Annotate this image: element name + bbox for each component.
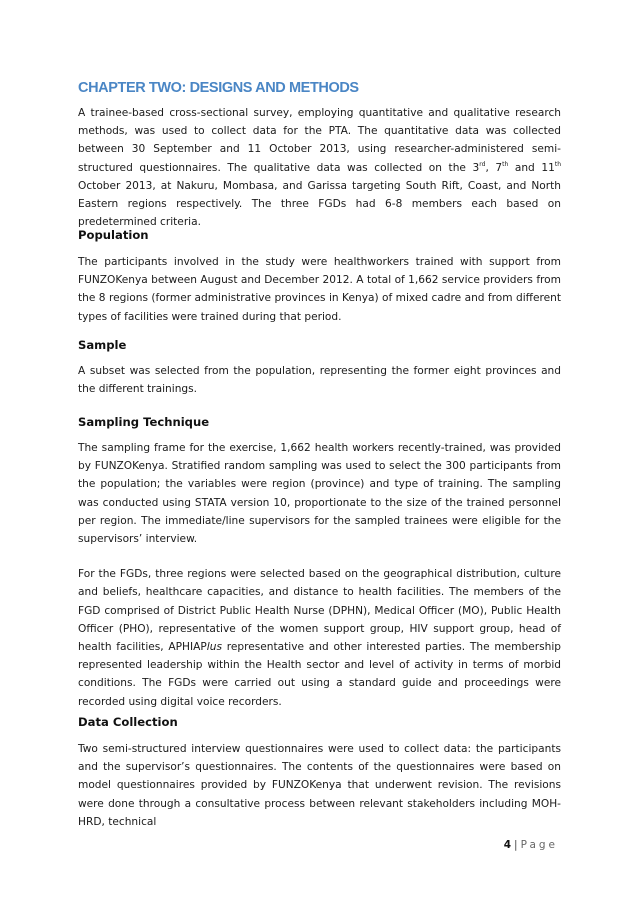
sampling-text-a: For the FGDs, three regions were selected based on the geographical distribution, culture and beliefs, healthcare capacities, and distance to health facilities. The members of the FGD comprised of District Public Health Nurse (DPHN), Medical Officer (MO), Public Health Officer (PHO), representative of the women support group, HIV support group, head of health facilities, APHIAP — [78, 568, 561, 654]
intro-text-2: , 7 — [485, 161, 503, 174]
page-number: 4 — [503, 839, 512, 851]
sampling-paragraph-1: The sampling frame for the exercise, 1,662 health workers recently-trained, was provided by FUNZOKenya. Stratified random sampling was used to select the 300 participants from the population; the variables were region (province) and type of training. The sampling was conducted using STATA version 10, proportionate to the size of the trained personnel per region. The immediate/line supervisors for the sampled trainees were eligible for the supervisors’ interview. — [78, 442, 561, 546]
sample-heading: Sample — [78, 338, 127, 352]
chapter-title: CHAPTER TWO: DESIGNS AND METHODS — [78, 80, 359, 96]
population-section — [78, 253, 561, 326]
data-collection-section — [78, 740, 561, 831]
intro-text-3: and 11 — [508, 161, 555, 174]
italic-text: lus — [206, 641, 222, 654]
intro-text-4: October 2013, at Nakuru, Mombasa, and Garissa targeting South Rift, Coast, and North Eastern regions respectively. The three FGDs had 6-8 members each based on predetermined criteria. — [78, 179, 561, 229]
data-collection-paragraph: Two semi-structured interview questionnaires were used to collect data: the participants and the supervisor’s questionnaires. The contents of the questionnaires were based on model questionnaires provided by FUNZOKenya that underwent revision. The revisions were done through a consultative process between relevant stakeholders including MOH-HRD, technical — [78, 743, 561, 828]
sampling-text-b: representative and other interested parties. The membership represented leadership within the Health sector and level of activity in terms of morbid conditions. The FGDs were carried out using a standard guide and proceedings were recorded using digital voice recorders. — [78, 641, 561, 708]
intro-text-1: A trainee-based cross-sectional survey, employing quantitative and qualitative research methods, was used to collect data for the PTA. The quantitative data was collected between 30 September and 11 October 2013, using researcher-administered semi-structured questionnaires. The qualitative data was collected on the 3 — [78, 107, 561, 174]
footer-separator: | — [514, 839, 518, 851]
population-heading: Population — [78, 228, 149, 242]
intro-paragraph — [78, 104, 561, 231]
sampling-paragraph-2 — [78, 565, 561, 711]
data-collection-heading: Data Collection — [78, 715, 178, 729]
ordinal-suffix: rd — [479, 160, 486, 168]
sample-section — [78, 362, 561, 398]
sampling-technique-heading: Sampling Technique — [78, 415, 210, 429]
ordinal-suffix: th — [554, 160, 561, 168]
sample-paragraph: A subset was selected from the population, representing the former eight provinces and the different trainings. — [78, 365, 561, 396]
population-paragraph: The participants involved in the study were healthworkers trained with support from FUNZOKenya between August and December 2012. A total of 1,662 service providers from the 8 regions (former administrative provinces in Kenya) of mixed cadre and from different types of facilities were trained during that period. — [78, 256, 561, 323]
intro-section — [78, 104, 561, 231]
page-label: Page — [520, 839, 558, 851]
page-footer — [504, 839, 558, 851]
ordinal-suffix: th — [502, 160, 509, 168]
sampling-technique-section — [78, 439, 561, 711]
